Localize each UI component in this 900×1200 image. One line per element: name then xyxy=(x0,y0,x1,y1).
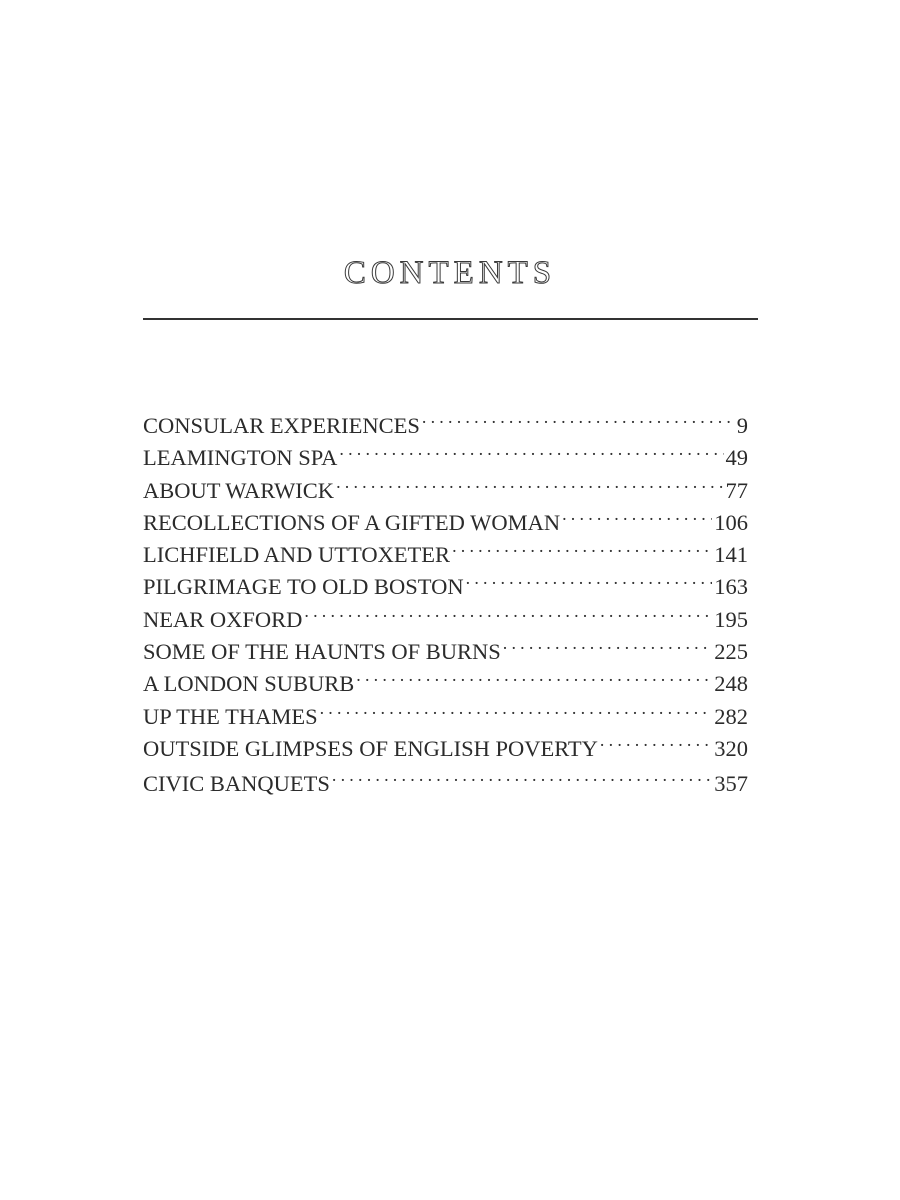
toc-entry-page: 106 xyxy=(714,509,748,535)
toc-entry-title: ABOUT WARWICK xyxy=(143,477,335,503)
toc-entry-title: LICHFIELD AND UTTOXETER xyxy=(143,542,451,568)
toc-entry-page: 357 xyxy=(714,771,748,797)
dot-leader xyxy=(356,659,712,691)
dot-leader xyxy=(336,466,723,498)
toc-entry-page: 141 xyxy=(714,542,748,568)
toc-entry-page: 320 xyxy=(714,735,748,761)
dot-leader xyxy=(339,433,723,465)
toc-entry-page: 163 xyxy=(714,574,748,600)
toc-entry-title: SOME OF THE HAUNTS OF BURNS xyxy=(143,639,501,665)
contents-heading: CONTENTS xyxy=(343,255,557,291)
dot-leader xyxy=(332,759,712,791)
dot-leader xyxy=(452,530,712,562)
toc-entry-title: OUTSIDE GLIMPSES OF ENGLISH POVERTY xyxy=(143,735,598,761)
table-of-contents xyxy=(143,401,748,797)
toc-entry-title: NEAR OXFORD xyxy=(143,606,303,632)
toc-entry[interactable] xyxy=(143,401,748,438)
dot-leader xyxy=(600,724,712,756)
dot-leader xyxy=(320,692,713,724)
toc-entry-title: LEAMINGTON SPA xyxy=(143,445,338,471)
toc-entry-page: 225 xyxy=(714,639,748,665)
dot-leader xyxy=(562,498,712,530)
toc-entry-title: CONSULAR EXPERIENCES xyxy=(143,413,420,438)
toc-entry-page: 77 xyxy=(725,477,748,503)
heading-rule xyxy=(143,318,758,320)
toc-entry-page: 9 xyxy=(736,413,748,438)
toc-entry-title: PILGRIMAGE TO OLD BOSTON xyxy=(143,574,464,600)
toc-entry-title: CIVIC BANQUETS xyxy=(143,771,330,797)
toc-entry-page: 49 xyxy=(725,445,748,471)
toc-entry-title: UP THE THAMES xyxy=(143,703,318,729)
dot-leader xyxy=(466,562,713,594)
toc-entry-title: RECOLLECTIONS OF A GIFTED WOMAN xyxy=(143,509,561,535)
dot-leader xyxy=(503,627,712,659)
toc-entry-page: 248 xyxy=(714,671,748,697)
toc-entry-page: 282 xyxy=(714,703,748,729)
dot-leader xyxy=(422,401,735,433)
toc-entry-title: A LONDON SUBURB xyxy=(143,671,355,697)
dot-leader xyxy=(304,595,712,627)
toc-entry-page: 195 xyxy=(714,606,748,632)
